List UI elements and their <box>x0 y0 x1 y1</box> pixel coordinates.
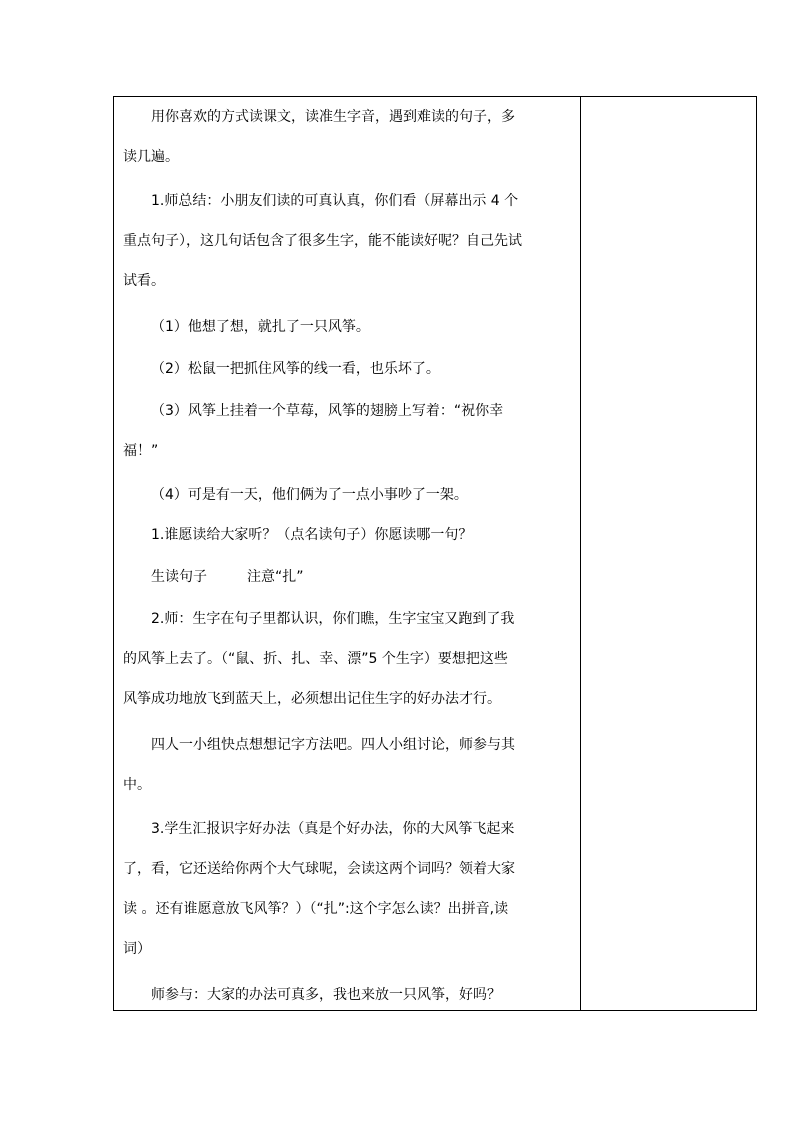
line: 风筝成功地放飞到蓝天上，必须想出记住生字的好办法才行。 <box>123 691 501 707</box>
paragraph-11 <box>114 809 580 969</box>
line: 试看。 <box>123 273 165 289</box>
paragraph-5 <box>114 391 580 471</box>
line: 2.师：生字在句子里都认识，你们瞧，生字宝宝又跑到了我 <box>151 611 515 627</box>
line: 重点句子），这几句话包含了很多生字，能不能读好呢？自己先试 <box>123 233 522 249</box>
line: 1.师总结：小朋友们读的可真认真，你们看（屏幕出示 4 个 <box>151 193 519 209</box>
paragraph-9 <box>114 599 580 719</box>
line: 福！” <box>123 443 159 459</box>
lesson-content-cell <box>114 97 580 1010</box>
line: 读 。还有谁愿意放飞风筝？）（“扎”:这个字怎么读？出拼音,读 <box>123 901 509 917</box>
notes-cell <box>581 97 756 1010</box>
line: 的风筝上去了。（“鼠、折、扎、幸、漂”5 个生字）要想把这些 <box>123 651 508 667</box>
line: 词） <box>123 941 151 957</box>
line: 中。 <box>123 777 151 793</box>
line: 生读句子 注意“扎” <box>151 569 304 585</box>
paragraph-1 <box>114 97 580 177</box>
paragraph-6 <box>114 475 580 515</box>
paragraph-7 <box>114 515 580 555</box>
line: （1）他想了想，就扎了一只风筝。 <box>151 319 370 335</box>
line: 用你喜欢的方式读课文，读准生字音，遇到难读的句子，多 <box>151 109 515 125</box>
line: 3.学生汇报识字好办法（真是个好办法，你的大风筝飞起来 <box>151 821 515 837</box>
lesson-table <box>113 96 757 1011</box>
paragraph-10 <box>114 725 580 805</box>
paragraph-2 <box>114 181 580 301</box>
line: 四人一小组快点想想记字方法吧。四人小组讨论，师参与其 <box>151 737 515 753</box>
line: （3）风筝上挂着一个草莓，风筝的翅膀上写着：“祝你幸 <box>151 403 504 419</box>
line: 师参与：大家的办法可真多，我也来放一只风筝，好吗？ <box>151 987 501 1003</box>
line: 1.谁愿读给大家听？（点名读句子）你愿读哪一句？ <box>151 527 473 543</box>
line: 了，看，它还送给你两个大气球呢，会读这两个词吗？领着大家 <box>123 861 515 877</box>
line: （4）可是有一天，他们俩为了一点小事吵了一架。 <box>151 487 468 503</box>
paragraph-3 <box>114 307 580 347</box>
paragraph-4 <box>114 349 580 389</box>
paragraph-12 <box>114 975 580 1015</box>
line: （2）松鼠一把抓住风筝的线一看，也乐坏了。 <box>151 361 440 377</box>
paragraph-8 <box>114 557 580 597</box>
line: 读几遍。 <box>123 149 179 165</box>
